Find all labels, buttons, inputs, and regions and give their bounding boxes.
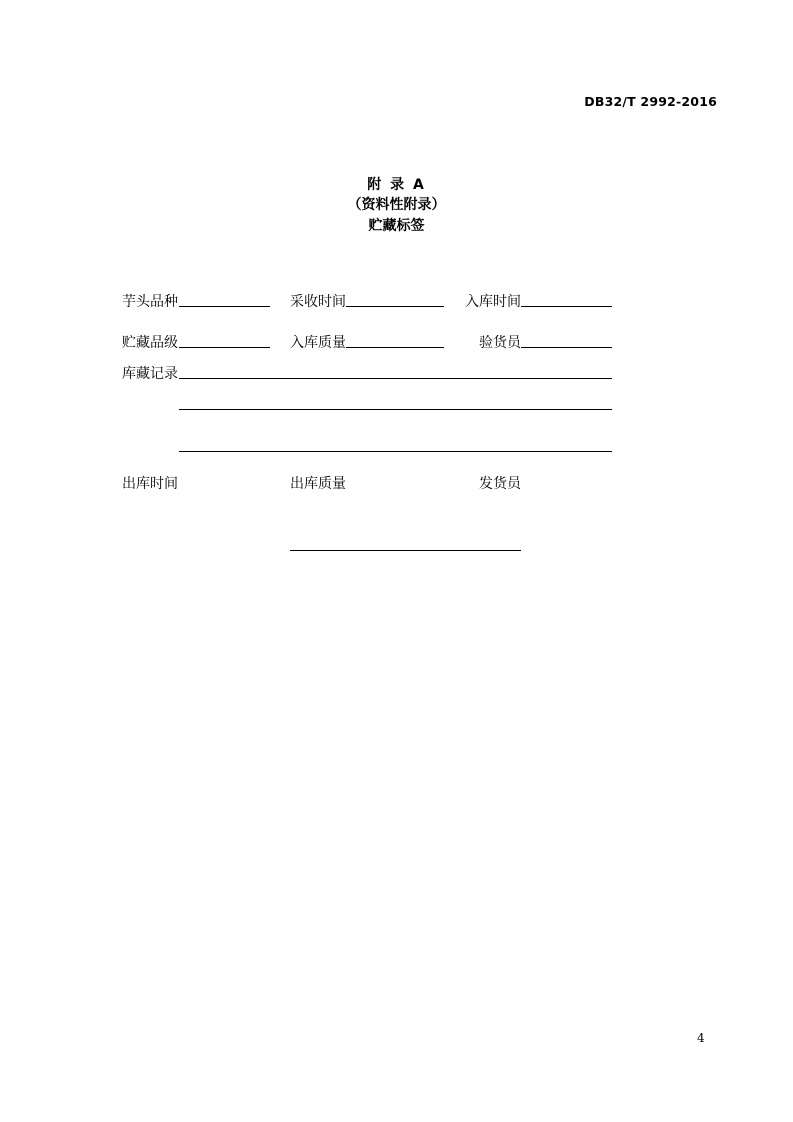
page-number: 4 xyxy=(697,1031,705,1045)
storage-in-time-field[interactable] xyxy=(521,306,612,307)
storage-grade-label: 贮藏品级 xyxy=(122,335,178,351)
storage-out-quality-label: 出库质量 xyxy=(290,476,346,492)
harvest-time-field[interactable] xyxy=(346,306,444,307)
storage-record-line-1[interactable] xyxy=(179,378,612,379)
variety-field[interactable] xyxy=(179,306,270,307)
appendix-label: 附 录 A xyxy=(367,177,426,193)
inspector-label: 验货员 xyxy=(479,335,521,351)
end-rule xyxy=(290,550,521,551)
storage-grade-field[interactable] xyxy=(179,347,270,348)
appendix-type: （资料性附录） xyxy=(347,197,446,213)
harvest-time-label: 采收时间 xyxy=(290,294,346,310)
inspector-field[interactable] xyxy=(521,347,612,348)
storage-out-time-label: 出库时间 xyxy=(122,476,178,492)
storage-in-quality-field[interactable] xyxy=(346,347,444,348)
storage-record-line-3[interactable] xyxy=(179,451,612,452)
standard-code: DB32/T 2992-2016 xyxy=(584,94,717,109)
storage-record-line-2[interactable] xyxy=(179,409,612,410)
storage-in-quality-label: 入库质量 xyxy=(290,335,346,351)
storage-in-time-label: 入库时间 xyxy=(465,294,521,310)
shipper-label: 发货员 xyxy=(479,476,521,492)
appendix-title: 贮藏标签 xyxy=(368,218,425,234)
storage-record-label: 库藏记录 xyxy=(122,366,178,382)
variety-label: 芋头品种 xyxy=(122,294,178,310)
